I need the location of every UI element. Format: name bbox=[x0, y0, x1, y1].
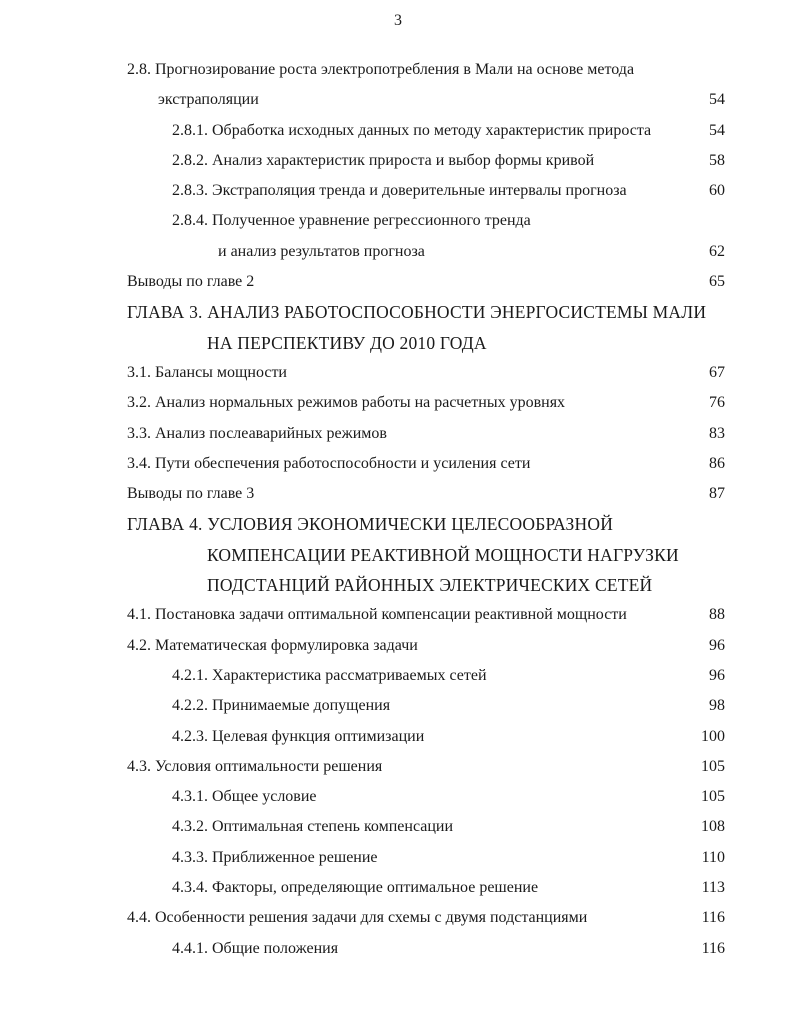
toc-entry-page: 98 bbox=[709, 697, 725, 715]
toc-entry-title: 3.4. Пути обеспечения работоспособности и усиления сети bbox=[127, 454, 531, 472]
toc-entry-title: 3.2. Анализ нормальных режимов работы на расчетных уровнях bbox=[127, 394, 566, 412]
toc-entry-title: 2.8.4. Полученное уравнение регрессионного тренда bbox=[172, 212, 531, 230]
toc-entry-title: 4.4.1. Общие положения bbox=[172, 939, 339, 957]
toc-entry-page: 67 bbox=[709, 363, 725, 381]
toc-entry bbox=[0, 176, 799, 206]
toc-entry bbox=[0, 449, 799, 479]
toc-entry-page: 116 bbox=[701, 939, 725, 957]
toc-entry-page: 96 bbox=[709, 666, 725, 684]
toc-entry bbox=[0, 206, 799, 236]
toc-entry bbox=[0, 843, 799, 873]
toc-entry-title: 4.3.1. Общее условие bbox=[172, 788, 317, 806]
toc-entry-page: 54 bbox=[709, 121, 725, 139]
toc-entry-title: Выводы по главе 3 bbox=[127, 485, 255, 503]
toc-entry-title: 4.2. Математическая формулировка задачи bbox=[127, 636, 418, 654]
toc-entry-page: 76 bbox=[709, 394, 725, 412]
toc-entry bbox=[0, 661, 799, 691]
page-number: 3 bbox=[394, 12, 402, 29]
toc-entry-title: 2.8.2. Анализ характеристик прироста и выбор формы кривой bbox=[172, 151, 595, 169]
table-of-contents bbox=[0, 55, 799, 964]
toc-entry bbox=[0, 85, 799, 115]
toc-entry-title: ПОДСТАНЦИЙ РАЙОННЫХ ЭЛЕКТРИЧЕСКИХ СЕТЕЙ bbox=[207, 575, 653, 596]
toc-entry bbox=[0, 812, 799, 842]
toc-entry-title: 4.3.4. Факторы, определяющие оптимальное решение bbox=[172, 879, 539, 897]
toc-entry-page: 100 bbox=[701, 727, 725, 745]
toc-entry-title: 3.1. Балансы мощности bbox=[127, 363, 287, 381]
toc-entry-title: и анализ результатов прогноза bbox=[218, 242, 425, 260]
toc-entry-page: 83 bbox=[709, 424, 725, 442]
toc-entry-title: 2.8. Прогнозирование роста электропотребления в Мали на основе метода bbox=[127, 61, 635, 78]
toc-entry-title: 4.3. Условия оптимальности решения bbox=[127, 757, 383, 775]
toc-entry bbox=[0, 479, 799, 509]
toc-entry-page: 110 bbox=[701, 848, 725, 866]
toc-entry-title: КОМПЕНСАЦИИ РЕАКТИВНОЙ МОЩНОСТИ НАГРУЗКИ bbox=[207, 544, 679, 565]
toc-entry bbox=[0, 722, 799, 752]
toc-entry bbox=[0, 116, 799, 146]
toc-entry-title: 4.2.2. Принимаемые допущения bbox=[172, 697, 391, 715]
toc-entry-page: 65 bbox=[709, 273, 725, 291]
toc-entry-page: 86 bbox=[709, 454, 725, 472]
toc-entry-title: 4.2.3. Целевая функция оптимизации bbox=[172, 727, 425, 745]
toc-entry bbox=[0, 55, 799, 85]
toc-entry bbox=[0, 237, 799, 267]
toc-entry bbox=[0, 419, 799, 449]
toc-entry bbox=[0, 328, 799, 358]
toc-entry-page: 87 bbox=[709, 485, 725, 503]
toc-entry bbox=[0, 509, 799, 539]
toc-entry-page: 88 bbox=[709, 606, 725, 624]
toc-entry-title: экстраполяции bbox=[158, 91, 259, 109]
toc-entry-page: 54 bbox=[709, 91, 725, 109]
toc-entry-title: 4.3.3. Приближенное решение bbox=[172, 848, 378, 866]
toc-entry-title: Выводы по главе 2 bbox=[127, 273, 255, 291]
toc-entry-title: 4.1. Постановка задачи оптимальной компенсации реактивной мощности bbox=[127, 606, 627, 624]
toc-entry bbox=[0, 903, 799, 933]
toc-entry bbox=[0, 782, 799, 812]
toc-entry-page: 60 bbox=[709, 182, 725, 200]
toc-entry bbox=[0, 570, 799, 600]
toc-entry bbox=[0, 146, 799, 176]
toc-entry-title: 3.3. Анализ послеаварийных режимов bbox=[127, 424, 387, 442]
toc-entry bbox=[0, 752, 799, 782]
toc-entry bbox=[0, 388, 799, 418]
toc-entry bbox=[0, 297, 799, 327]
toc-entry bbox=[0, 540, 799, 570]
toc-entry-title: НА ПЕРСПЕКТИВУ ДО 2010 ГОДА bbox=[207, 332, 487, 353]
toc-entry bbox=[0, 267, 799, 297]
toc-entry-title: 4.3.2. Оптимальная степень компенсации bbox=[172, 818, 454, 836]
toc-entry-page: 58 bbox=[709, 151, 725, 169]
toc-entry-title: 4.4. Особенности решения задачи для схемы с двумя подстанциями bbox=[127, 909, 588, 927]
toc-entry bbox=[0, 873, 799, 903]
toc-entry bbox=[0, 631, 799, 661]
toc-entry-page: 108 bbox=[701, 818, 725, 836]
toc-entry-title: 2.8.1. Обработка исходных данных по методу характеристик прироста bbox=[172, 121, 652, 139]
toc-entry-page: 105 bbox=[701, 757, 725, 775]
toc-entry bbox=[0, 358, 799, 388]
toc-entry-page: 105 bbox=[701, 788, 725, 806]
toc-entry bbox=[0, 691, 799, 721]
toc-entry-page: 96 bbox=[709, 636, 725, 654]
toc-entry-title: ГЛАВА 4. УСЛОВИЯ ЭКОНОМИЧЕСКИ ЦЕЛЕСООБРАЗНОЙ bbox=[127, 514, 614, 535]
toc-entry-title: 4.2.1. Характеристика рассматриваемых сетей bbox=[172, 666, 487, 684]
toc-entry bbox=[0, 600, 799, 630]
toc-entry-page: 62 bbox=[709, 242, 725, 260]
toc-entry-title: ГЛАВА 3. АНАЛИЗ РАБОТОСПОСОБНОСТИ ЭНЕРГОСИСТЕМЫ МАЛИ bbox=[127, 302, 707, 323]
toc-entry-page: 113 bbox=[701, 879, 725, 897]
toc-entry-page: 116 bbox=[701, 909, 725, 927]
toc-entry-title: 2.8.3. Экстраполяция тренда и доверительные интервалы прогноза bbox=[172, 182, 627, 200]
toc-entry bbox=[0, 934, 799, 964]
